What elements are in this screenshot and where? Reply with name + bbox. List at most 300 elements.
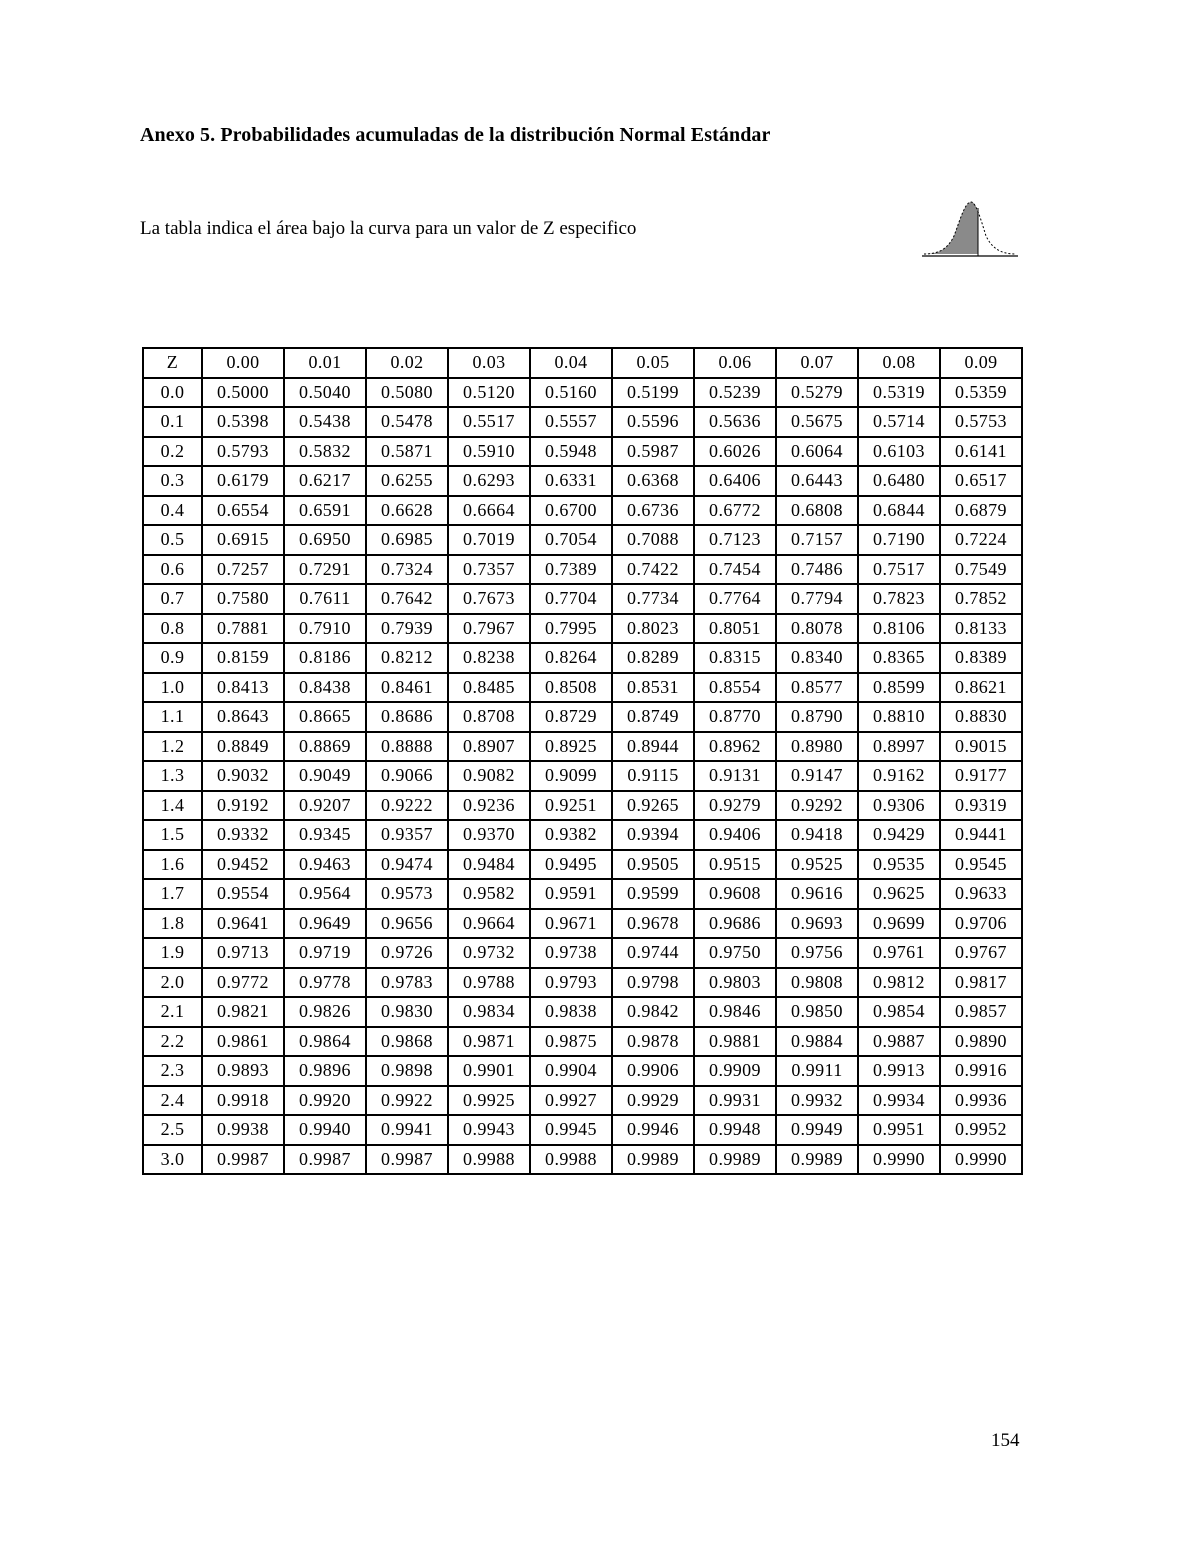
probability-cell: 0.7357	[448, 555, 530, 585]
probability-cell: 0.9625	[858, 879, 940, 909]
probability-cell: 0.9949	[776, 1115, 858, 1145]
probability-cell: 0.7734	[612, 584, 694, 614]
probability-cell: 0.5793	[202, 437, 284, 467]
probability-cell: 0.8830	[940, 702, 1022, 732]
header-col: 0.02	[366, 348, 448, 378]
z-value-cell: 2.2	[143, 1027, 202, 1057]
probability-cell: 0.8925	[530, 732, 612, 762]
probability-cell: 0.8997	[858, 732, 940, 762]
probability-cell: 0.9842	[612, 997, 694, 1027]
probability-cell: 0.9936	[940, 1086, 1022, 1116]
probability-cell: 0.9890	[940, 1027, 1022, 1057]
probability-cell: 0.9989	[776, 1145, 858, 1175]
probability-cell: 0.8340	[776, 643, 858, 673]
probability-cell: 0.5000	[202, 378, 284, 408]
probability-cell: 0.9719	[284, 938, 366, 968]
table-row	[143, 378, 1022, 408]
probability-cell: 0.9418	[776, 820, 858, 850]
z-value-cell: 0.2	[143, 437, 202, 467]
probability-cell: 0.9463	[284, 850, 366, 880]
probability-cell: 0.9616	[776, 879, 858, 909]
probability-cell: 0.9066	[366, 761, 448, 791]
probability-cell: 0.9573	[366, 879, 448, 909]
probability-cell: 0.5517	[448, 407, 530, 437]
probability-cell: 0.8531	[612, 673, 694, 703]
probability-cell: 0.9525	[776, 850, 858, 880]
probability-cell: 0.9207	[284, 791, 366, 821]
probability-cell: 0.6628	[366, 496, 448, 526]
probability-cell: 0.9713	[202, 938, 284, 968]
probability-cell: 0.8078	[776, 614, 858, 644]
probability-cell: 0.8643	[202, 702, 284, 732]
probability-cell: 0.6554	[202, 496, 284, 526]
probability-cell: 0.7881	[202, 614, 284, 644]
probability-cell: 0.6736	[612, 496, 694, 526]
probability-cell: 0.7910	[284, 614, 366, 644]
table-row	[143, 525, 1022, 555]
probability-cell: 0.7123	[694, 525, 776, 555]
z-value-cell: 0.1	[143, 407, 202, 437]
probability-cell: 0.7324	[366, 555, 448, 585]
probability-cell: 0.9686	[694, 909, 776, 939]
probability-cell: 0.5910	[448, 437, 530, 467]
probability-cell: 0.8023	[612, 614, 694, 644]
probability-cell: 0.9911	[776, 1056, 858, 1086]
probability-cell: 0.6293	[448, 466, 530, 496]
probability-cell: 0.8289	[612, 643, 694, 673]
z-value-cell: 1.5	[143, 820, 202, 850]
probability-cell: 0.9345	[284, 820, 366, 850]
probability-cell: 0.9706	[940, 909, 1022, 939]
probability-cell: 0.9772	[202, 968, 284, 998]
z-value-cell: 2.3	[143, 1056, 202, 1086]
header-col: 0.04	[530, 348, 612, 378]
probability-cell: 0.9591	[530, 879, 612, 909]
probability-cell: 0.8485	[448, 673, 530, 703]
z-value-cell: 1.0	[143, 673, 202, 703]
probability-cell: 0.9429	[858, 820, 940, 850]
header-col: 0.03	[448, 348, 530, 378]
probability-cell: 0.9808	[776, 968, 858, 998]
probability-cell: 0.7190	[858, 525, 940, 555]
probability-cell: 0.8212	[366, 643, 448, 673]
probability-cell: 0.7642	[366, 584, 448, 614]
z-value-cell: 1.7	[143, 879, 202, 909]
table-row	[143, 791, 1022, 821]
probability-cell: 0.8315	[694, 643, 776, 673]
probability-cell: 0.8962	[694, 732, 776, 762]
z-value-cell: 1.2	[143, 732, 202, 762]
probability-cell: 0.9989	[694, 1145, 776, 1175]
probability-cell: 0.8790	[776, 702, 858, 732]
probability-cell: 0.7054	[530, 525, 612, 555]
probability-cell: 0.9896	[284, 1056, 366, 1086]
probability-cell: 0.9649	[284, 909, 366, 939]
probability-cell: 0.9332	[202, 820, 284, 850]
probability-cell: 0.9906	[612, 1056, 694, 1086]
probability-cell: 0.7517	[858, 555, 940, 585]
probability-cell: 0.8869	[284, 732, 366, 762]
probability-cell: 0.9826	[284, 997, 366, 1027]
probability-cell: 0.9783	[366, 968, 448, 998]
probability-cell: 0.9756	[776, 938, 858, 968]
table-row	[143, 1145, 1022, 1175]
probability-cell: 0.8577	[776, 673, 858, 703]
probability-cell: 0.9750	[694, 938, 776, 968]
probability-cell: 0.5636	[694, 407, 776, 437]
probability-cell: 0.8849	[202, 732, 284, 762]
probability-cell: 0.9656	[366, 909, 448, 939]
probability-cell: 0.9989	[612, 1145, 694, 1175]
probability-cell: 0.8389	[940, 643, 1022, 673]
probability-cell: 0.9664	[448, 909, 530, 939]
probability-cell: 0.5080	[366, 378, 448, 408]
probability-cell: 0.7486	[776, 555, 858, 585]
probability-cell: 0.9693	[776, 909, 858, 939]
probability-cell: 0.9821	[202, 997, 284, 1027]
table-row	[143, 850, 1022, 880]
probability-cell: 0.6103	[858, 437, 940, 467]
probability-cell: 0.7794	[776, 584, 858, 614]
probability-cell: 0.9830	[366, 997, 448, 1027]
probability-cell: 0.9951	[858, 1115, 940, 1145]
probability-cell: 0.9641	[202, 909, 284, 939]
probability-cell: 0.6406	[694, 466, 776, 496]
probability-cell: 0.6443	[776, 466, 858, 496]
probability-cell: 0.9925	[448, 1086, 530, 1116]
probability-cell: 0.9082	[448, 761, 530, 791]
probability-cell: 0.6517	[940, 466, 1022, 496]
probability-cell: 0.9767	[940, 938, 1022, 968]
probability-cell: 0.9922	[366, 1086, 448, 1116]
probability-cell: 0.7673	[448, 584, 530, 614]
probability-cell: 0.5557	[530, 407, 612, 437]
table-row	[143, 643, 1022, 673]
probability-cell: 0.6915	[202, 525, 284, 555]
probability-cell: 0.6331	[530, 466, 612, 496]
probability-cell: 0.9099	[530, 761, 612, 791]
probability-cell: 0.6664	[448, 496, 530, 526]
probability-cell: 0.8770	[694, 702, 776, 732]
probability-cell: 0.9990	[858, 1145, 940, 1175]
probability-cell: 0.8665	[284, 702, 366, 732]
probability-cell: 0.9884	[776, 1027, 858, 1057]
probability-cell: 0.9582	[448, 879, 530, 909]
probability-cell: 0.7088	[612, 525, 694, 555]
probability-cell: 0.5040	[284, 378, 366, 408]
probability-cell: 0.9861	[202, 1027, 284, 1057]
probability-cell: 0.9812	[858, 968, 940, 998]
probability-cell: 0.9633	[940, 879, 1022, 909]
z-value-cell: 1.8	[143, 909, 202, 939]
probability-cell: 0.7422	[612, 555, 694, 585]
probability-cell: 0.7389	[530, 555, 612, 585]
z-value-cell: 0.4	[143, 496, 202, 526]
probability-cell: 0.9441	[940, 820, 1022, 850]
probability-cell: 0.6844	[858, 496, 940, 526]
probability-cell: 0.9943	[448, 1115, 530, 1145]
probability-cell: 0.9987	[202, 1145, 284, 1175]
probability-cell: 0.6179	[202, 466, 284, 496]
probability-cell: 0.8729	[530, 702, 612, 732]
probability-cell: 0.6591	[284, 496, 366, 526]
probability-cell: 0.9192	[202, 791, 284, 821]
probability-cell: 0.9878	[612, 1027, 694, 1057]
probability-cell: 0.9545	[940, 850, 1022, 880]
probability-cell: 0.7823	[858, 584, 940, 614]
probability-cell: 0.5239	[694, 378, 776, 408]
probability-cell: 0.9265	[612, 791, 694, 821]
probability-cell: 0.5120	[448, 378, 530, 408]
probability-cell: 0.9871	[448, 1027, 530, 1057]
table-row	[143, 584, 1022, 614]
header-col: 0.08	[858, 348, 940, 378]
probability-cell: 0.8708	[448, 702, 530, 732]
probability-cell: 0.9778	[284, 968, 366, 998]
probability-cell: 0.9394	[612, 820, 694, 850]
probability-cell: 0.9864	[284, 1027, 366, 1057]
probability-cell: 0.7995	[530, 614, 612, 644]
probability-cell: 0.9952	[940, 1115, 1022, 1145]
probability-cell: 0.5832	[284, 437, 366, 467]
probability-cell: 0.9934	[858, 1086, 940, 1116]
z-value-cell: 1.9	[143, 938, 202, 968]
probability-cell: 0.6255	[366, 466, 448, 496]
probability-cell: 0.7764	[694, 584, 776, 614]
probability-cell: 0.9932	[776, 1086, 858, 1116]
probability-cell: 0.9505	[612, 850, 694, 880]
probability-cell: 0.6141	[940, 437, 1022, 467]
probability-cell: 0.9941	[366, 1115, 448, 1145]
table-row	[143, 555, 1022, 585]
probability-cell: 0.9948	[694, 1115, 776, 1145]
probability-cell: 0.8554	[694, 673, 776, 703]
probability-cell: 0.6064	[776, 437, 858, 467]
table-row	[143, 407, 1022, 437]
header-col: 0.06	[694, 348, 776, 378]
probability-cell: 0.5871	[366, 437, 448, 467]
probability-cell: 0.9916	[940, 1056, 1022, 1086]
probability-cell: 0.8133	[940, 614, 1022, 644]
probability-cell: 0.5279	[776, 378, 858, 408]
probability-cell: 0.9147	[776, 761, 858, 791]
probability-cell: 0.9803	[694, 968, 776, 998]
table-row	[143, 673, 1022, 703]
z-table	[142, 347, 1023, 1175]
probability-cell: 0.9306	[858, 791, 940, 821]
probability-cell: 0.7611	[284, 584, 366, 614]
probability-cell: 0.6950	[284, 525, 366, 555]
probability-cell: 0.9564	[284, 879, 366, 909]
probability-cell: 0.8749	[612, 702, 694, 732]
probability-cell: 0.8621	[940, 673, 1022, 703]
probability-cell: 0.8438	[284, 673, 366, 703]
header-col: 0.05	[612, 348, 694, 378]
probability-cell: 0.6480	[858, 466, 940, 496]
probability-cell: 0.5359	[940, 378, 1022, 408]
probability-cell: 0.9920	[284, 1086, 366, 1116]
probability-cell: 0.6217	[284, 466, 366, 496]
z-value-cell: 3.0	[143, 1145, 202, 1175]
z-value-cell: 2.1	[143, 997, 202, 1027]
z-value-cell: 2.4	[143, 1086, 202, 1116]
probability-cell: 0.9370	[448, 820, 530, 850]
probability-cell: 0.9793	[530, 968, 612, 998]
probability-cell: 0.9599	[612, 879, 694, 909]
probability-cell: 0.9732	[448, 938, 530, 968]
probability-cell: 0.5319	[858, 378, 940, 408]
table-row	[143, 466, 1022, 496]
probability-cell: 0.8051	[694, 614, 776, 644]
z-value-cell: 0.8	[143, 614, 202, 644]
probability-cell: 0.9115	[612, 761, 694, 791]
header-z: Z	[143, 348, 202, 378]
probability-cell: 0.9049	[284, 761, 366, 791]
z-value-cell: 2.5	[143, 1115, 202, 1145]
probability-cell: 0.7157	[776, 525, 858, 555]
probability-cell: 0.6985	[366, 525, 448, 555]
table-row	[143, 1115, 1022, 1145]
probability-cell: 0.9798	[612, 968, 694, 998]
probability-cell: 0.9484	[448, 850, 530, 880]
table-row	[143, 938, 1022, 968]
probability-cell: 0.9032	[202, 761, 284, 791]
probability-cell: 0.7549	[940, 555, 1022, 585]
z-value-cell: 0.7	[143, 584, 202, 614]
probability-cell: 0.8810	[858, 702, 940, 732]
probability-cell: 0.9990	[940, 1145, 1022, 1175]
probability-cell: 0.9913	[858, 1056, 940, 1086]
page-number: 154	[991, 1430, 1020, 1451]
probability-cell: 0.7257	[202, 555, 284, 585]
probability-cell: 0.9940	[284, 1115, 366, 1145]
probability-cell: 0.9554	[202, 879, 284, 909]
probability-cell: 0.8264	[530, 643, 612, 673]
probability-cell: 0.5987	[612, 437, 694, 467]
probability-cell: 0.9838	[530, 997, 612, 1027]
probability-cell: 0.7967	[448, 614, 530, 644]
z-value-cell: 1.3	[143, 761, 202, 791]
probability-cell: 0.9893	[202, 1056, 284, 1086]
probability-cell: 0.7939	[366, 614, 448, 644]
probability-cell: 0.9857	[940, 997, 1022, 1027]
probability-cell: 0.8413	[202, 673, 284, 703]
probability-cell: 0.8980	[776, 732, 858, 762]
probability-cell: 0.5438	[284, 407, 366, 437]
probability-cell: 0.5714	[858, 407, 940, 437]
table-row	[143, 496, 1022, 526]
probability-cell: 0.9357	[366, 820, 448, 850]
probability-cell: 0.7852	[940, 584, 1022, 614]
probability-cell: 0.9987	[366, 1145, 448, 1175]
table-row	[143, 1086, 1022, 1116]
table-row	[143, 997, 1022, 1027]
probability-cell: 0.8106	[858, 614, 940, 644]
probability-cell: 0.8944	[612, 732, 694, 762]
probability-cell: 0.6879	[940, 496, 1022, 526]
probability-cell: 0.5753	[940, 407, 1022, 437]
probability-cell: 0.8365	[858, 643, 940, 673]
z-value-cell: 0.6	[143, 555, 202, 585]
probability-cell: 0.5199	[612, 378, 694, 408]
probability-cell: 0.9854	[858, 997, 940, 1027]
probability-cell: 0.9162	[858, 761, 940, 791]
probability-cell: 0.9946	[612, 1115, 694, 1145]
probability-cell: 0.9846	[694, 997, 776, 1027]
page-title: Anexo 5. Probabilidades acumuladas de la distribución Normal Estándar	[140, 124, 771, 146]
probability-cell: 0.9834	[448, 997, 530, 1027]
probability-cell: 0.7224	[940, 525, 1022, 555]
probability-cell: 0.9608	[694, 879, 776, 909]
probability-cell: 0.8461	[366, 673, 448, 703]
probability-cell: 0.9292	[776, 791, 858, 821]
table-row	[143, 820, 1022, 850]
probability-cell: 0.9927	[530, 1086, 612, 1116]
table-row	[143, 614, 1022, 644]
probability-cell: 0.9015	[940, 732, 1022, 762]
probability-cell: 0.9406	[694, 820, 776, 850]
probability-cell: 0.8238	[448, 643, 530, 673]
probability-cell: 0.9699	[858, 909, 940, 939]
probability-cell: 0.9817	[940, 968, 1022, 998]
probability-cell: 0.9918	[202, 1086, 284, 1116]
probability-cell: 0.9251	[530, 791, 612, 821]
table-row	[143, 761, 1022, 791]
probability-cell: 0.5478	[366, 407, 448, 437]
probability-cell: 0.6700	[530, 496, 612, 526]
probability-cell: 0.5160	[530, 378, 612, 408]
probability-cell: 0.5948	[530, 437, 612, 467]
probability-cell: 0.6772	[694, 496, 776, 526]
probability-cell: 0.9881	[694, 1027, 776, 1057]
probability-cell: 0.9177	[940, 761, 1022, 791]
probability-cell: 0.9901	[448, 1056, 530, 1086]
probability-cell: 0.9898	[366, 1056, 448, 1086]
z-value-cell: 1.6	[143, 850, 202, 880]
probability-cell: 0.9850	[776, 997, 858, 1027]
probability-cell: 0.9319	[940, 791, 1022, 821]
probability-cell: 0.8686	[366, 702, 448, 732]
probability-cell: 0.7291	[284, 555, 366, 585]
probability-cell: 0.5675	[776, 407, 858, 437]
normal-curve-icon	[920, 194, 1020, 260]
probability-cell: 0.9904	[530, 1056, 612, 1086]
probability-cell: 0.9131	[694, 761, 776, 791]
table-row	[143, 732, 1022, 762]
probability-cell: 0.9744	[612, 938, 694, 968]
probability-cell: 0.7454	[694, 555, 776, 585]
probability-cell: 0.9678	[612, 909, 694, 939]
probability-cell: 0.9788	[448, 968, 530, 998]
probability-cell: 0.6808	[776, 496, 858, 526]
probability-cell: 0.9535	[858, 850, 940, 880]
probability-cell: 0.9279	[694, 791, 776, 821]
probability-cell: 0.9761	[858, 938, 940, 968]
probability-cell: 0.9987	[284, 1145, 366, 1175]
probability-cell: 0.9726	[366, 938, 448, 968]
probability-cell: 0.9931	[694, 1086, 776, 1116]
probability-cell: 0.9988	[448, 1145, 530, 1175]
probability-cell: 0.8888	[366, 732, 448, 762]
probability-cell: 0.7704	[530, 584, 612, 614]
probability-cell: 0.9868	[366, 1027, 448, 1057]
table-row	[143, 968, 1022, 998]
probability-cell: 0.6368	[612, 466, 694, 496]
probability-cell: 0.8508	[530, 673, 612, 703]
table-row	[143, 909, 1022, 939]
probability-cell: 0.9988	[530, 1145, 612, 1175]
probability-cell: 0.8159	[202, 643, 284, 673]
